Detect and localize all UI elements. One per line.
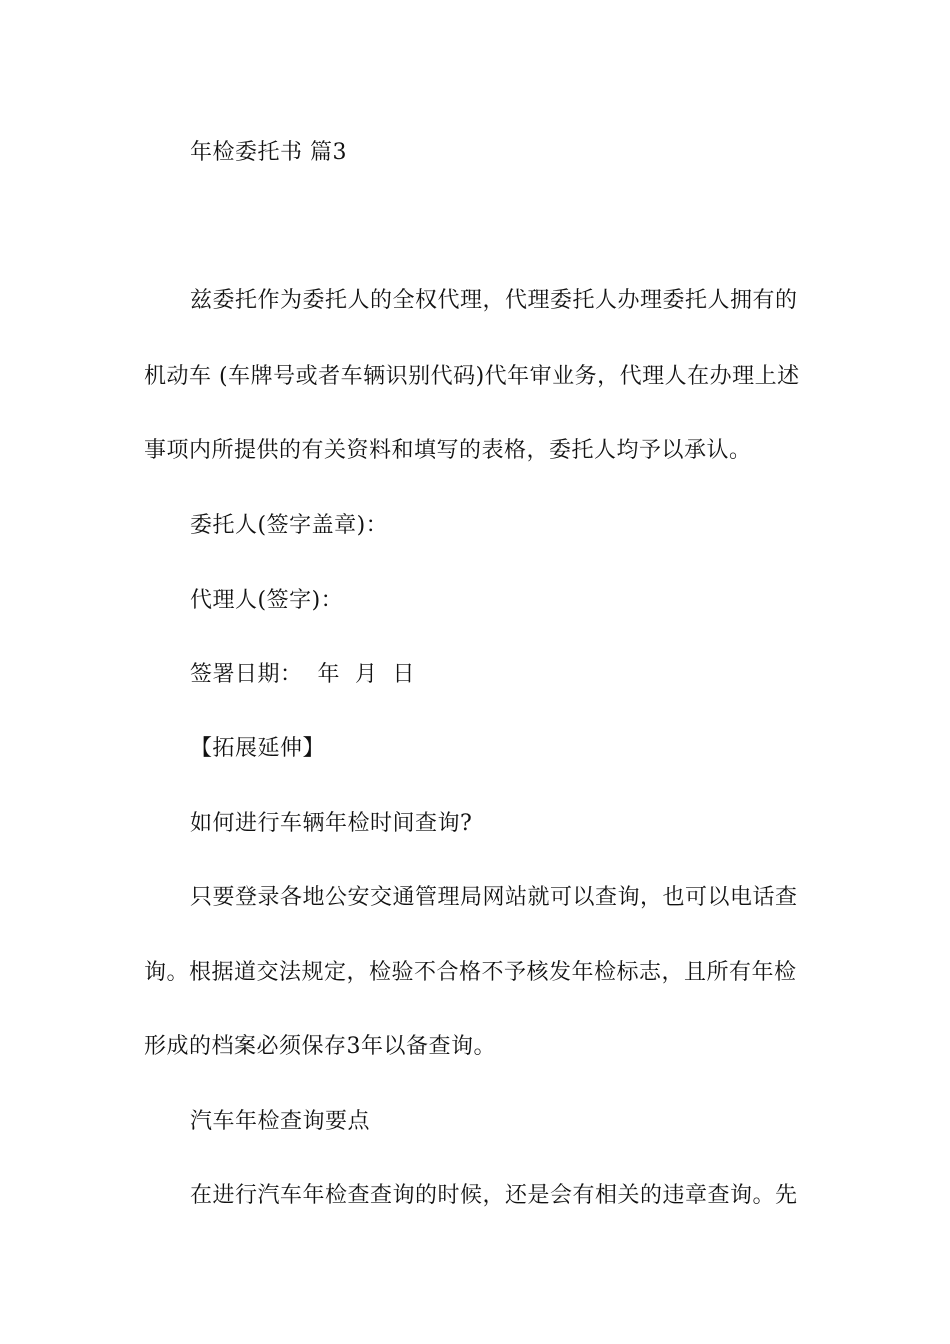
extension-heading: 【拓展延伸】 — [190, 736, 326, 761]
document-heading: 年检委托书 篇3 — [190, 140, 347, 165]
subheading: 汽车年检查询要点 — [190, 1109, 371, 1134]
agent-signature-label: 代理人(签字)： — [190, 588, 344, 613]
paragraph-line: 形成的档案必须保存3年以备查询。 — [144, 1034, 496, 1059]
signing-date-label: 签署日期： 年 月 日 — [190, 662, 415, 687]
paragraph-line: 询。根据道交法规定，检验不合格不予核发年检标志，且所有年检 — [144, 960, 797, 985]
question-heading: 如何进行车辆年检时间查询? — [190, 811, 473, 836]
paragraph-line: 在进行汽车年检查查询的时候，还是会有相关的违章查询。先 — [190, 1183, 798, 1208]
paragraph-line: 机动车 (车牌号或者车辆识别代码)代年审业务，代理人在办理上述 — [144, 364, 800, 389]
paragraph-line: 兹委托作为委托人的全权代理，代理委托人办理委托人拥有的 — [190, 288, 798, 313]
principal-signature-label: 委托人(签字盖章)： — [190, 513, 389, 538]
paragraph-line: 只要登录各地公安交通管理局网站就可以查询，也可以电话查 — [190, 885, 798, 910]
paragraph-line: 事项内所提供的有关资料和填写的表格，委托人均予以承认。 — [144, 438, 752, 463]
